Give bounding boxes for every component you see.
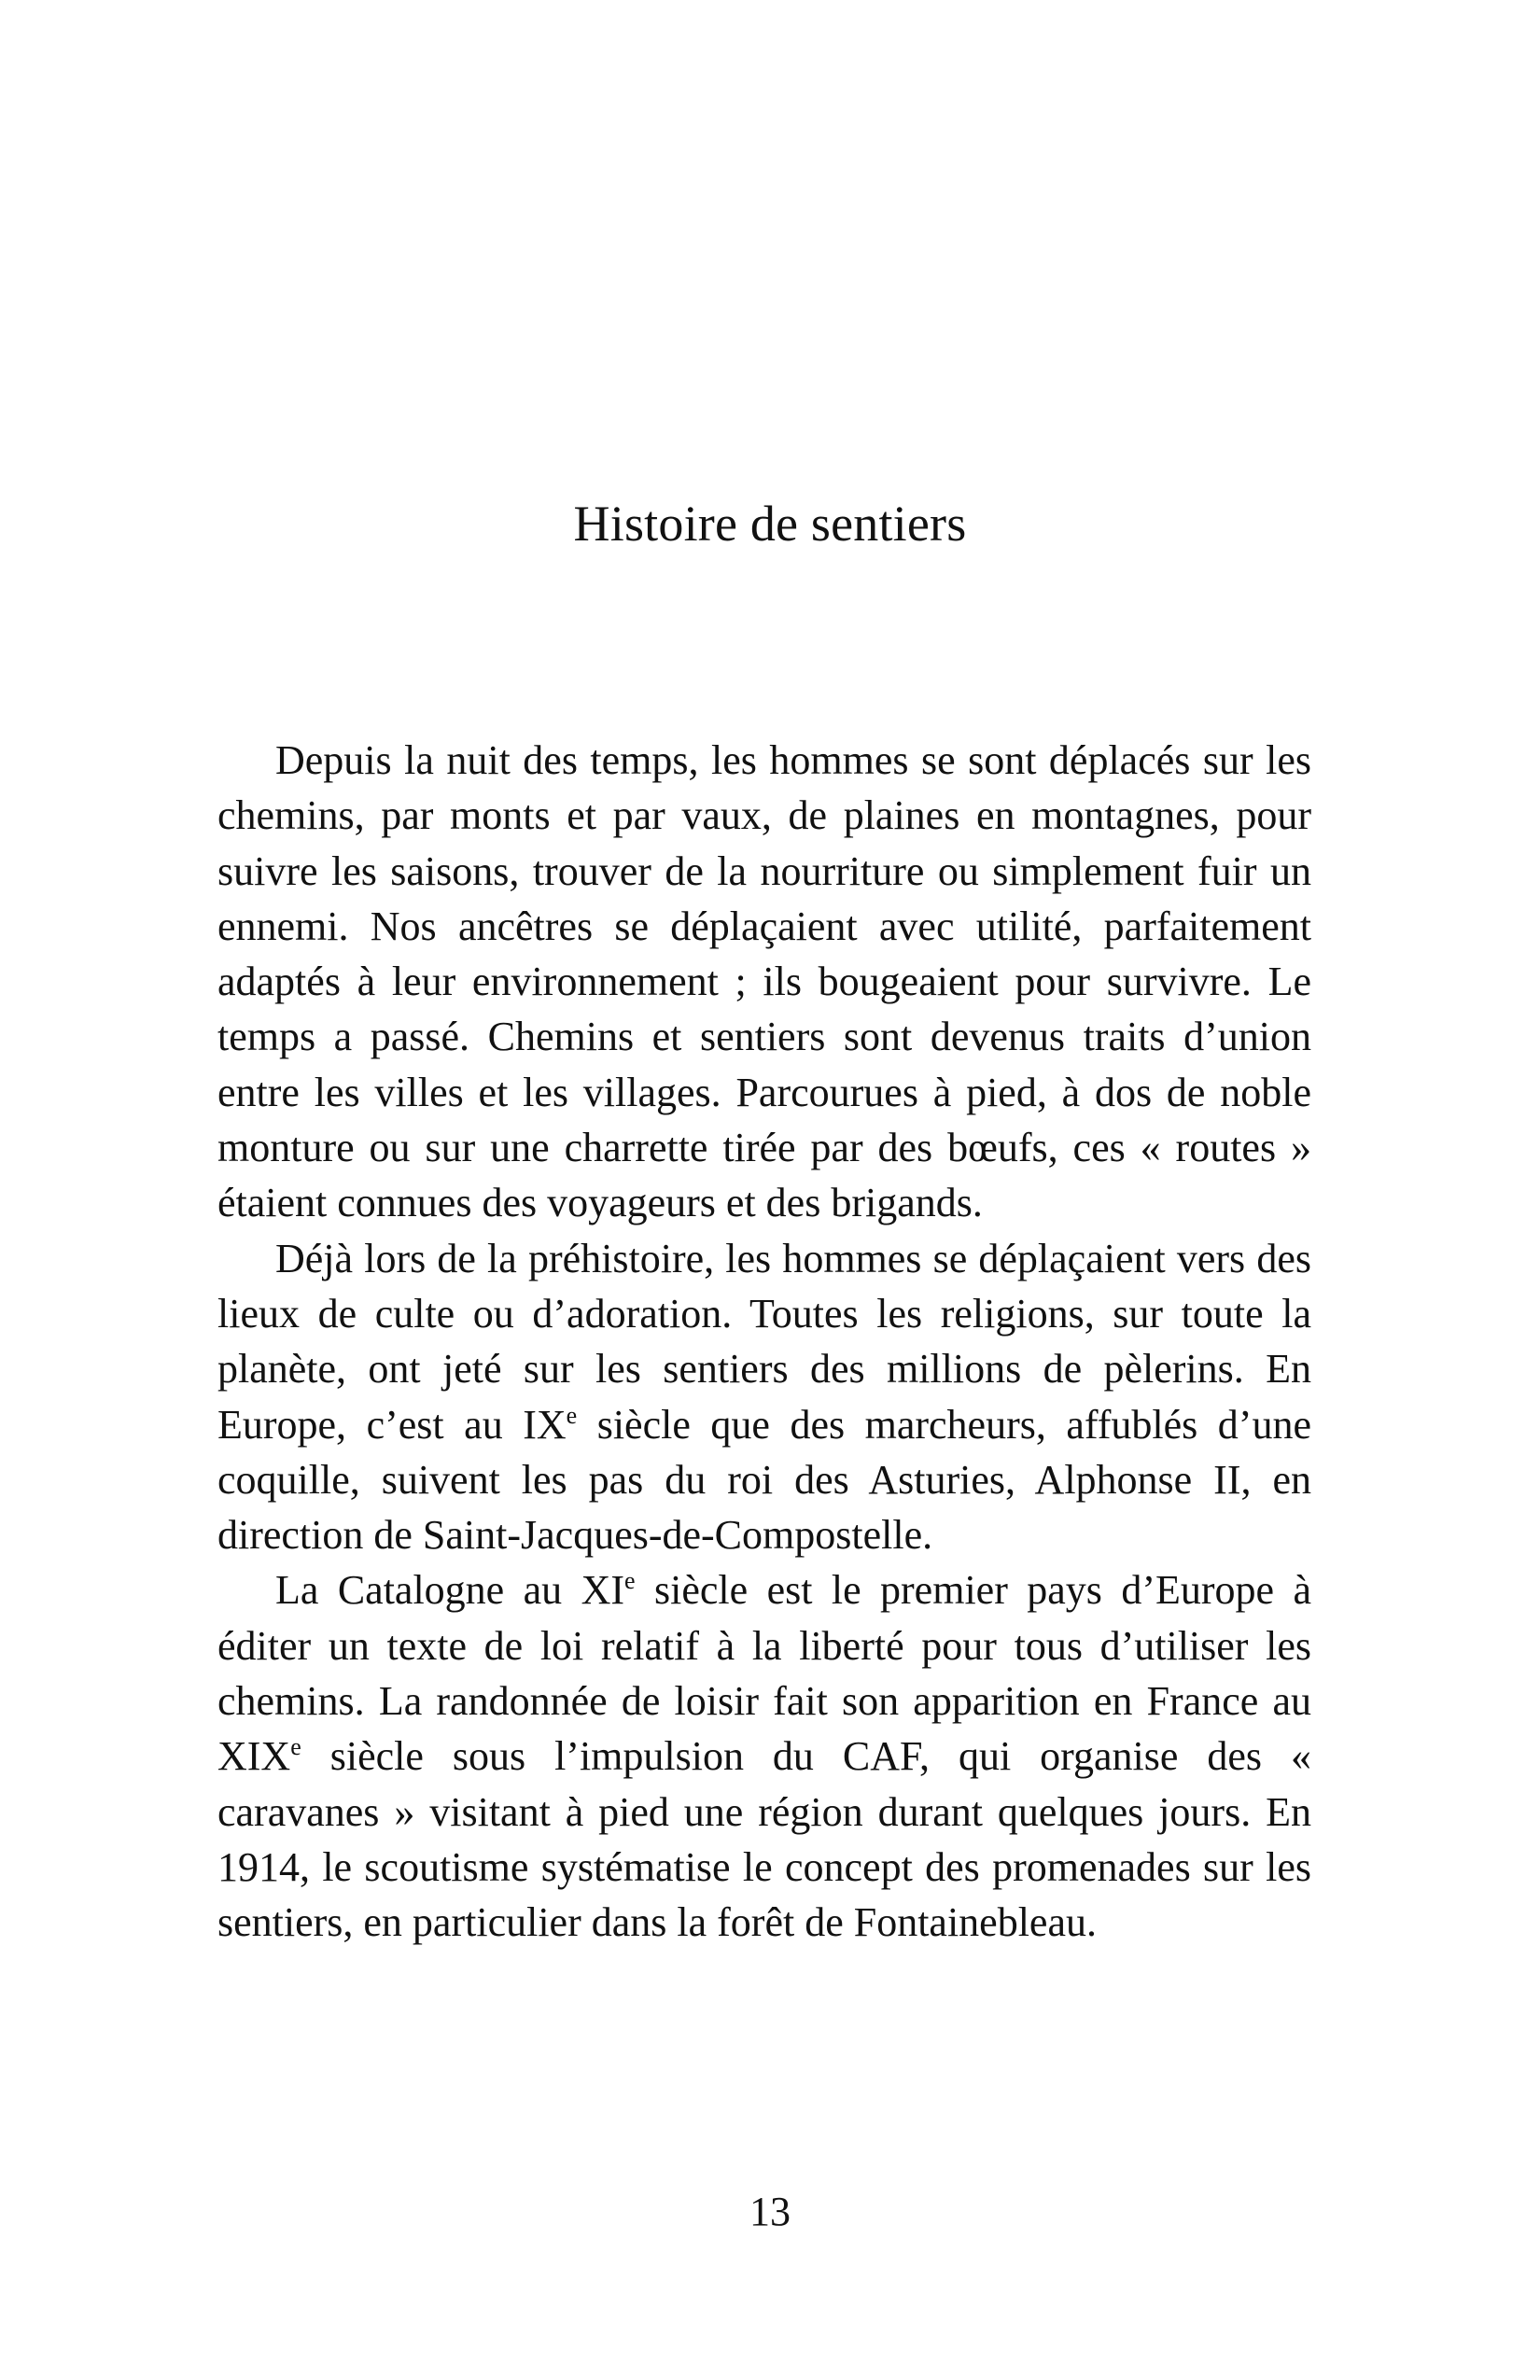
paragraph (217, 733, 1311, 1231)
text-run: Déjà lors de la préhistoire, les hommes se déplaçaient vers des lieux de culte ou d’adoration. Toutes les religions, sur toute la planète, ont jeté sur les sentiers des millions de pèlerins. En Europe, c’est au IX (217, 1235, 1311, 1448)
superscript: e (624, 1567, 636, 1595)
text-run: Depuis la nuit des temps, les hommes se sont déplacés sur les chemins, par monts et par vaux, de plaines en montagnes, pour suivre les saisons, trouver de la nourriture ou simplement fuir un ennemi. Nos ancêtres se déplaçaient avec utilité, parfaitement adaptés à leur environnement ; ils bougeaient pour survivre. Le temps a passé. Chemins et sentiers sont devenus traits d’union entre les villes et les villages. Parcourues à pied, à dos de noble monture ou sur une charrette tirée par des bœufs, ces « routes » étaient connues des voyageurs et des brigands. (217, 737, 1311, 1226)
text-run: siècle que des marcheurs, affublés d’une coquille, suivent les pas du roi des Asturies, Alphonse II, en direction de Saint-Jacques-de-Compostelle. (217, 1401, 1311, 1559)
text-run: siècle est le premier pays d’Europe à éditer un texte de loi relatif à la liberté pour tous d’utiliser les chemins. La randonnée de loisir fait son apparition en France au XIX (217, 1567, 1312, 1780)
page-number: 13 (749, 2189, 791, 2234)
text-run: La Catalogne au XI (275, 1567, 625, 1614)
chapter-title: Histoire de sentiers (573, 496, 967, 552)
superscript: e (290, 1733, 301, 1761)
paragraph (217, 1231, 1311, 1563)
chapter-body (217, 733, 1311, 1951)
text-run: siècle sous l’impulsion du CAF, qui organise des « caravanes » visitant à pied une région durant quelques jours. En 1914, le scoutisme systématise le concept des promenades sur les sentiers, en particulier dans la forêt de Fontainebleau. (217, 1733, 1311, 1946)
superscript: e (566, 1401, 578, 1429)
paragraph (217, 1562, 1311, 1950)
